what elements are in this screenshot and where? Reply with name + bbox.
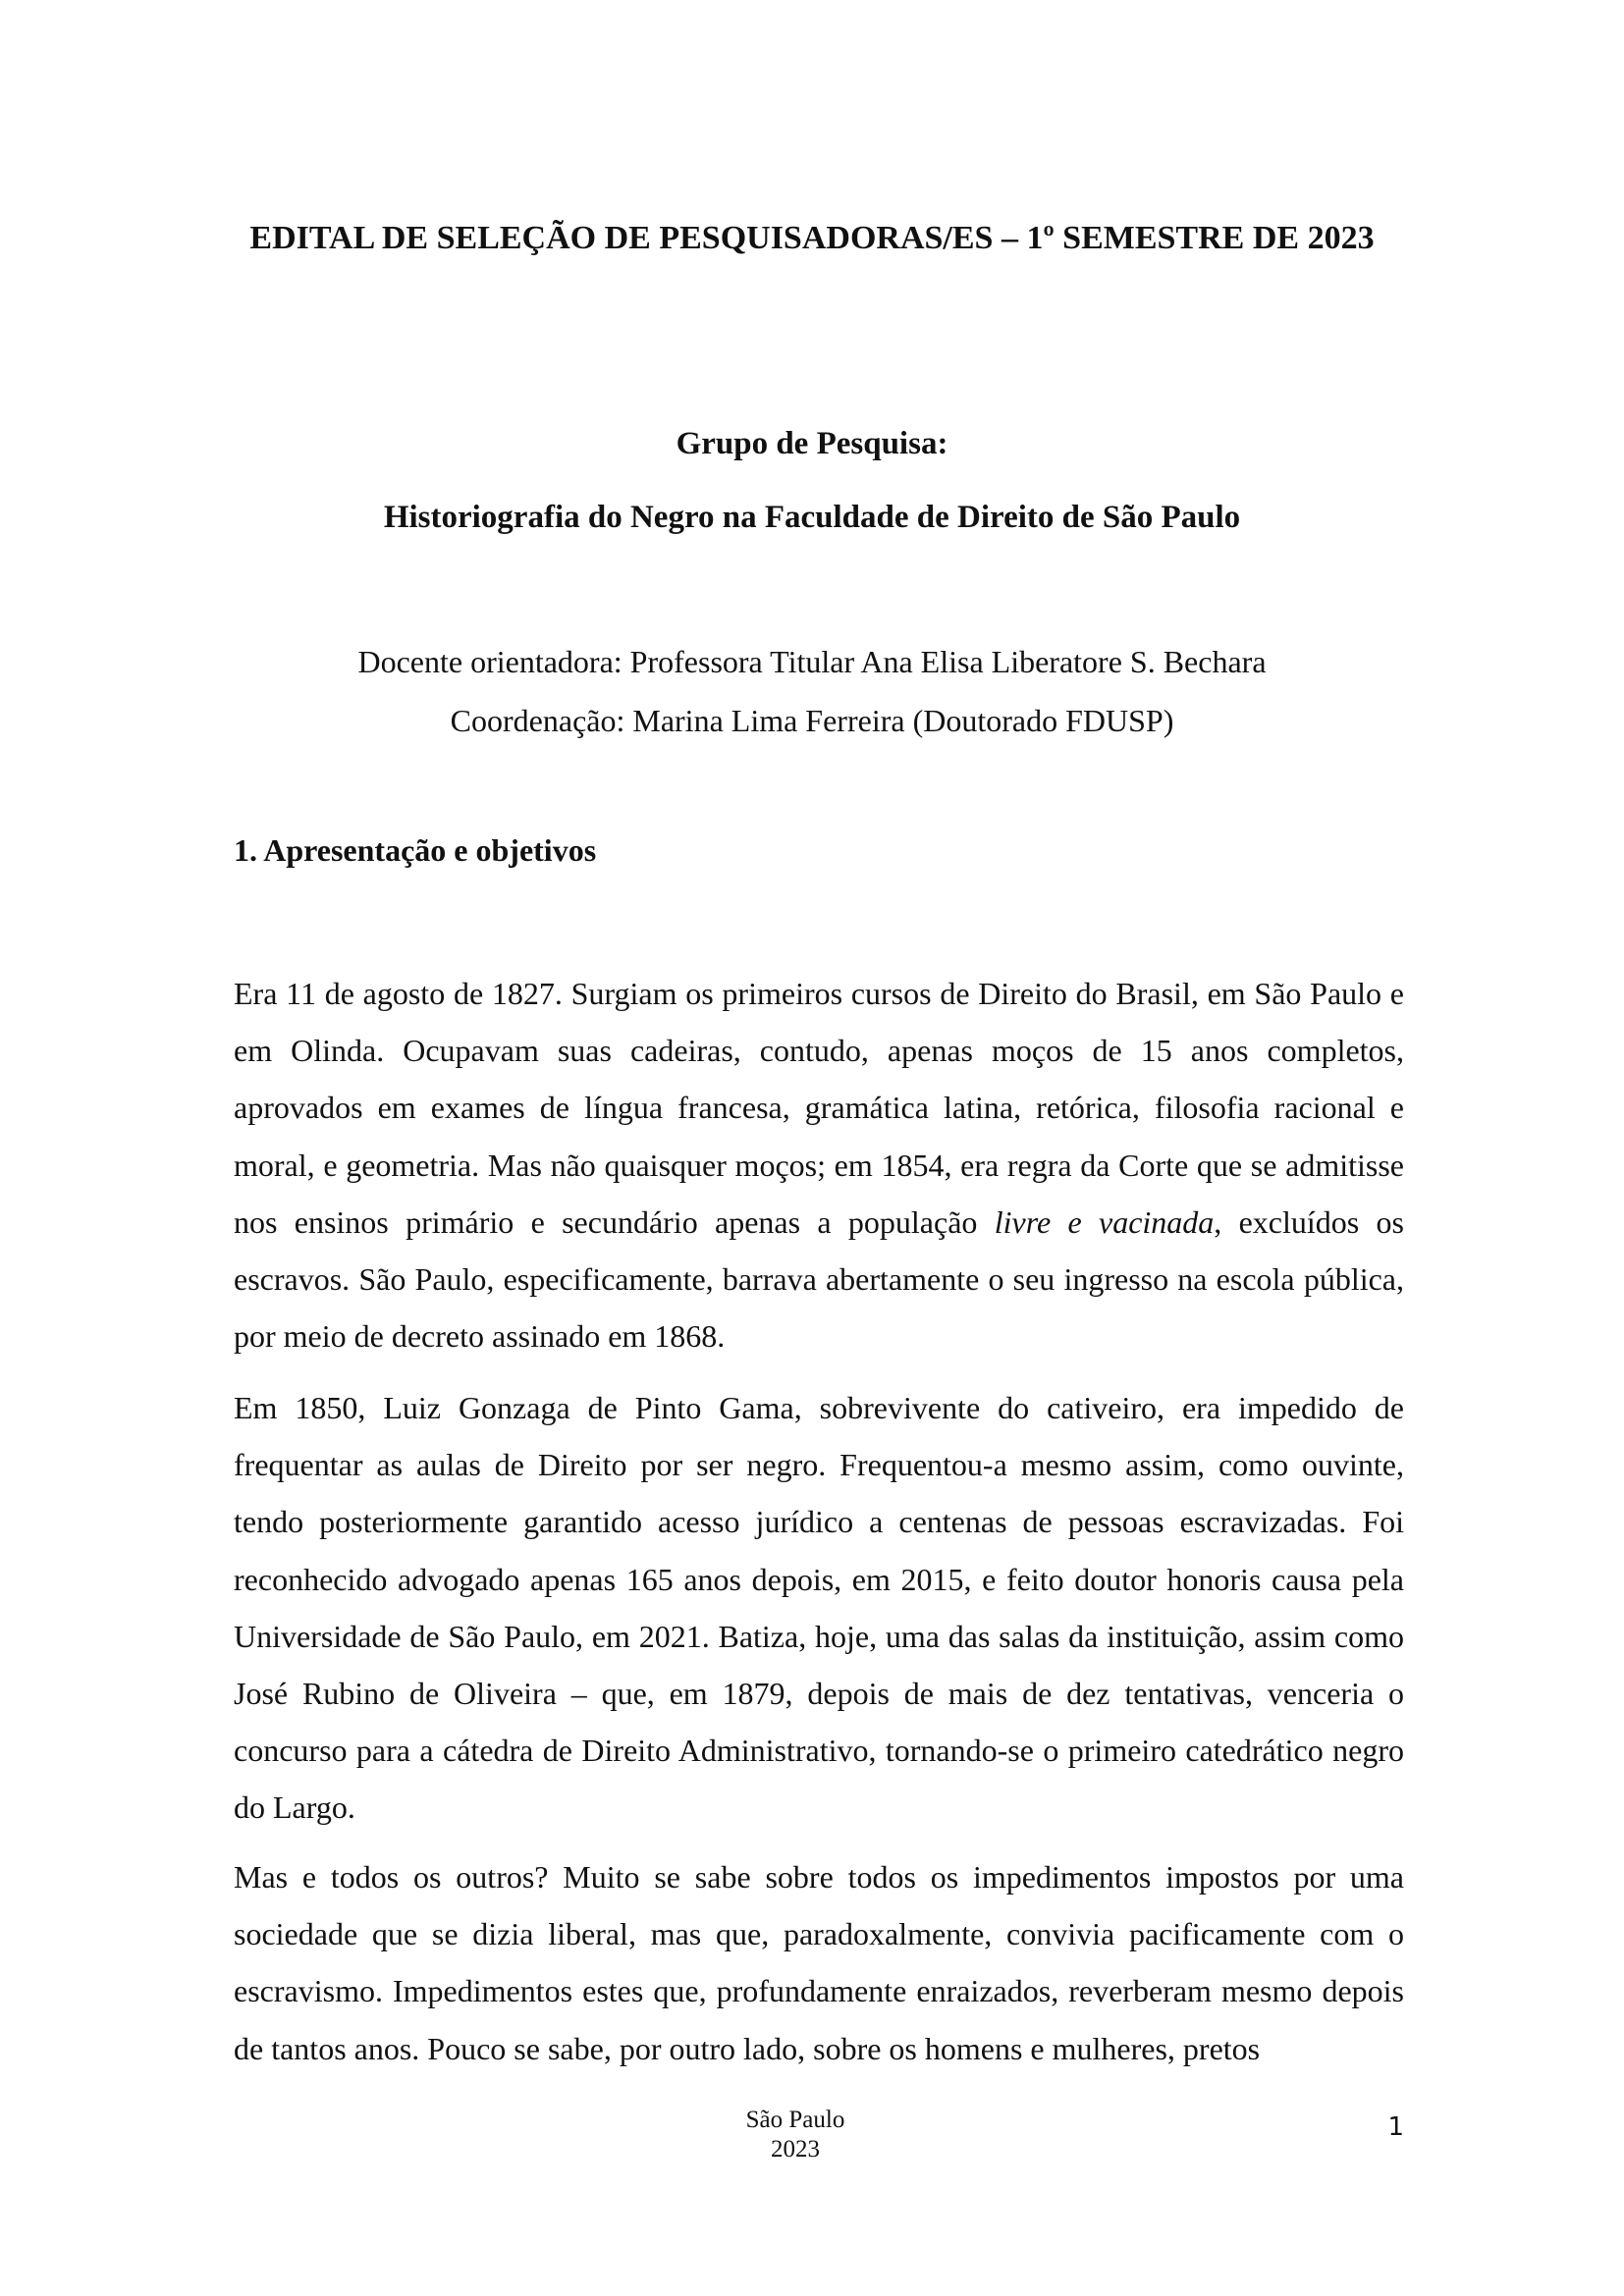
paragraph-1-text-end: , excluídos os escravos. São Paulo, especificamente, barrava abertamente o seu ingresso na escola pública, por meio de decreto assinado em 1868. — [234, 1203, 1405, 1355]
footer-year: 2023 — [771, 2136, 820, 2163]
footer-place: São Paulo — [745, 2107, 845, 2133]
document-title: EDITAL DE SELEÇÃO DE PESQUISADORAS/ES – 1º SEMESTRE DE 2023 — [249, 220, 1375, 256]
section-heading: 1. Apresentação e objetivos — [234, 832, 597, 868]
coordination-line: Coordenação: Marina Lima Ferreira (Doutorado FDUSP) — [450, 703, 1174, 738]
paragraph-2: Em 1850, Luiz Gonzaga de Pinto Gama, sobrevivente do cativeiro, era impedido de frequentar as aulas de Direito por ser negro. Frequentou-a mesmo assim, como ouvinte, tendo posteriormente garantido acesso jurídico a centenas de pessoas escravizadas. Foi reconhecido advogado apenas 165 anos depois, em 2015, e feito doutor honoris causa pela Universidade de São Paulo, em 2021. Batiza, hoje, uma das salas da instituição, assim como José Rubino de Oliveira – que, em 1879, depois de mais de dez tentativas, venceria o concurso para a cátedra de Direito Administrativo, tornando-se o primeiro catedrático negro do Largo. — [234, 1390, 1404, 1826]
paragraph-1-text-start: Era 11 de agosto de 1827. Surgiam os primeiros cursos de Direito do Brasil, em São Paulo e em Olinda. Ocupavam suas cadeiras, contudo, apenas moços de 15 anos completos, aprovados em exames de língua francesa, gramática latina, retórica, filosofia racional e moral, e geometria. Mas não quaisquer moços; em 1854, era regra da Corte que se admitisse nos ensinos primário e secundário apenas a população — [234, 976, 1404, 1240]
paragraph-1 — [234, 965, 1404, 1364]
advisor-line: Docente orientadora: Professora Titular Ana Elisa Liberatore S. Bechara — [357, 644, 1267, 679]
page-number: 1 — [1387, 2112, 1404, 2142]
paragraph-3: Mas e todos os outros? Muito se sabe sobre todos os impedimentos impostos por uma sociedade que se dizia liberal, mas que, paradoxalmente, convivia pacificamente com o escravismo. Impedimentos estes que, profundamente enraizados, reverberam mesmo depois de tantos anos. Pouco se sabe, por outro lado, sobre os homens e mulheres, pretos — [234, 1859, 1404, 2066]
paragraph-1-italic-text: livre e vacinada — [994, 1203, 1215, 1240]
research-group-name: Historiografia do Negro na Faculdade de Direito de São Paulo — [383, 500, 1241, 535]
research-group-label: Grupo de Pesquisa: — [676, 426, 948, 461]
